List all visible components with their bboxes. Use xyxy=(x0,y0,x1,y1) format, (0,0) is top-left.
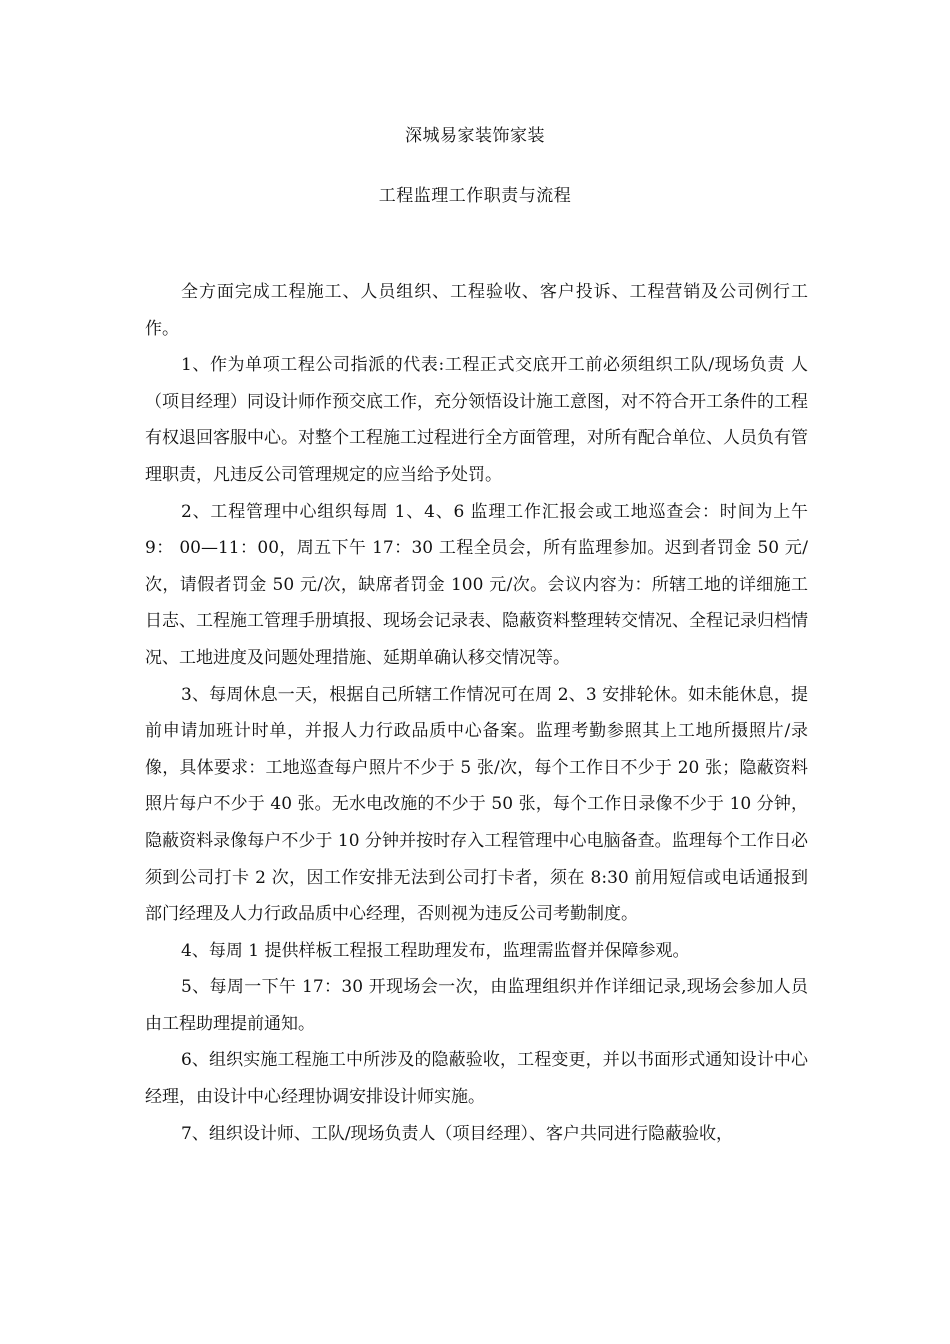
document-title: 工程监理工作职责与流程 xyxy=(378,186,572,206)
paragraph-1: 1、作为单项工程公司指派的代表:工程正式交底开工前必须组织工队/现场负责 人（项目经理）同设计师作预交底工作，充分领悟设计施工意图，对不符合开工条件的工程有权退回客服中心。对整个工程施工过程进行全方面管理，对所有配合单位、人员负有管理职责，凡违反公司管理规定的应当给予处罚。 xyxy=(145,355,808,485)
paragraph-4: 4、每周 1 提供样板工程报工程助理发布，监理需监督并保障参观。 xyxy=(181,940,690,961)
intro-paragraph: 全方面完成工程施工、人员组织、工程验收、客户投诉、工程营销及公司例行工作。 xyxy=(145,282,808,339)
paragraph-6: 6、组织实施工程施工中所涉及的隐蔽验收，工程变更，并以书面形式通知设计中心经理，由设计中心经理协调安排设计师实施。 xyxy=(145,1050,808,1108)
paragraph-3: 3、每周休息一天，根据自己所辖工作情况可在周 2、3 安排轮休。如未能休息，提前申请加班计时单，并报人力行政品质中心备案。监理考勤参照其上工地所摄照片/录像，具体要求：工地巡查每户照片不少于 5 张/次，每个工作日不少于 20 张；隐蔽资料照片每户不少于 40 张。无水电改施的不少于 50 张，每个工作日录像不少于 10 分钟，隐蔽资料录像每户不少于 10 分钟并按时存入工程管理中心电脑备查。监理每个工作日必须到公司打卡 2 次，因工作安排无法到公司打卡者，须在 8:30 前用短信或电话通报到部门经理及人力行政品质中心经理，否则视为违反公司考勤制度。 xyxy=(145,684,808,925)
paragraph-2: 2、工程管理中心组织每周 1、4、6 监理工作汇报会或工地巡查会：时间为上午 9： 00—11：00，周五下午 17：30 工程全员会，所有监理参加。迟到者罚金 50 元/次，请假者罚金 50 元/次，缺席者罚金 100 元/次。会议内容为：所辖工地的详细施工日志、工程施工管理手册填报、现场会记录表、隐蔽资料整理转交情况、全程记录归档情况、工地进度及问题处理措施、延期单确认移交情况等。 xyxy=(145,501,808,668)
paragraph-7: 7、组织设计师、工队/现场负责人（项目经理）、客户共同进行隐蔽验收， xyxy=(181,1123,734,1144)
paragraph-5: 5、每周一下午 17：30 开现场会一次，由监理组织并作详细记录,现场会参加人员由工程助理提前通知。 xyxy=(145,977,808,1034)
company-header: 深城易家装饰家装 xyxy=(405,126,545,146)
document-body xyxy=(145,274,808,1152)
